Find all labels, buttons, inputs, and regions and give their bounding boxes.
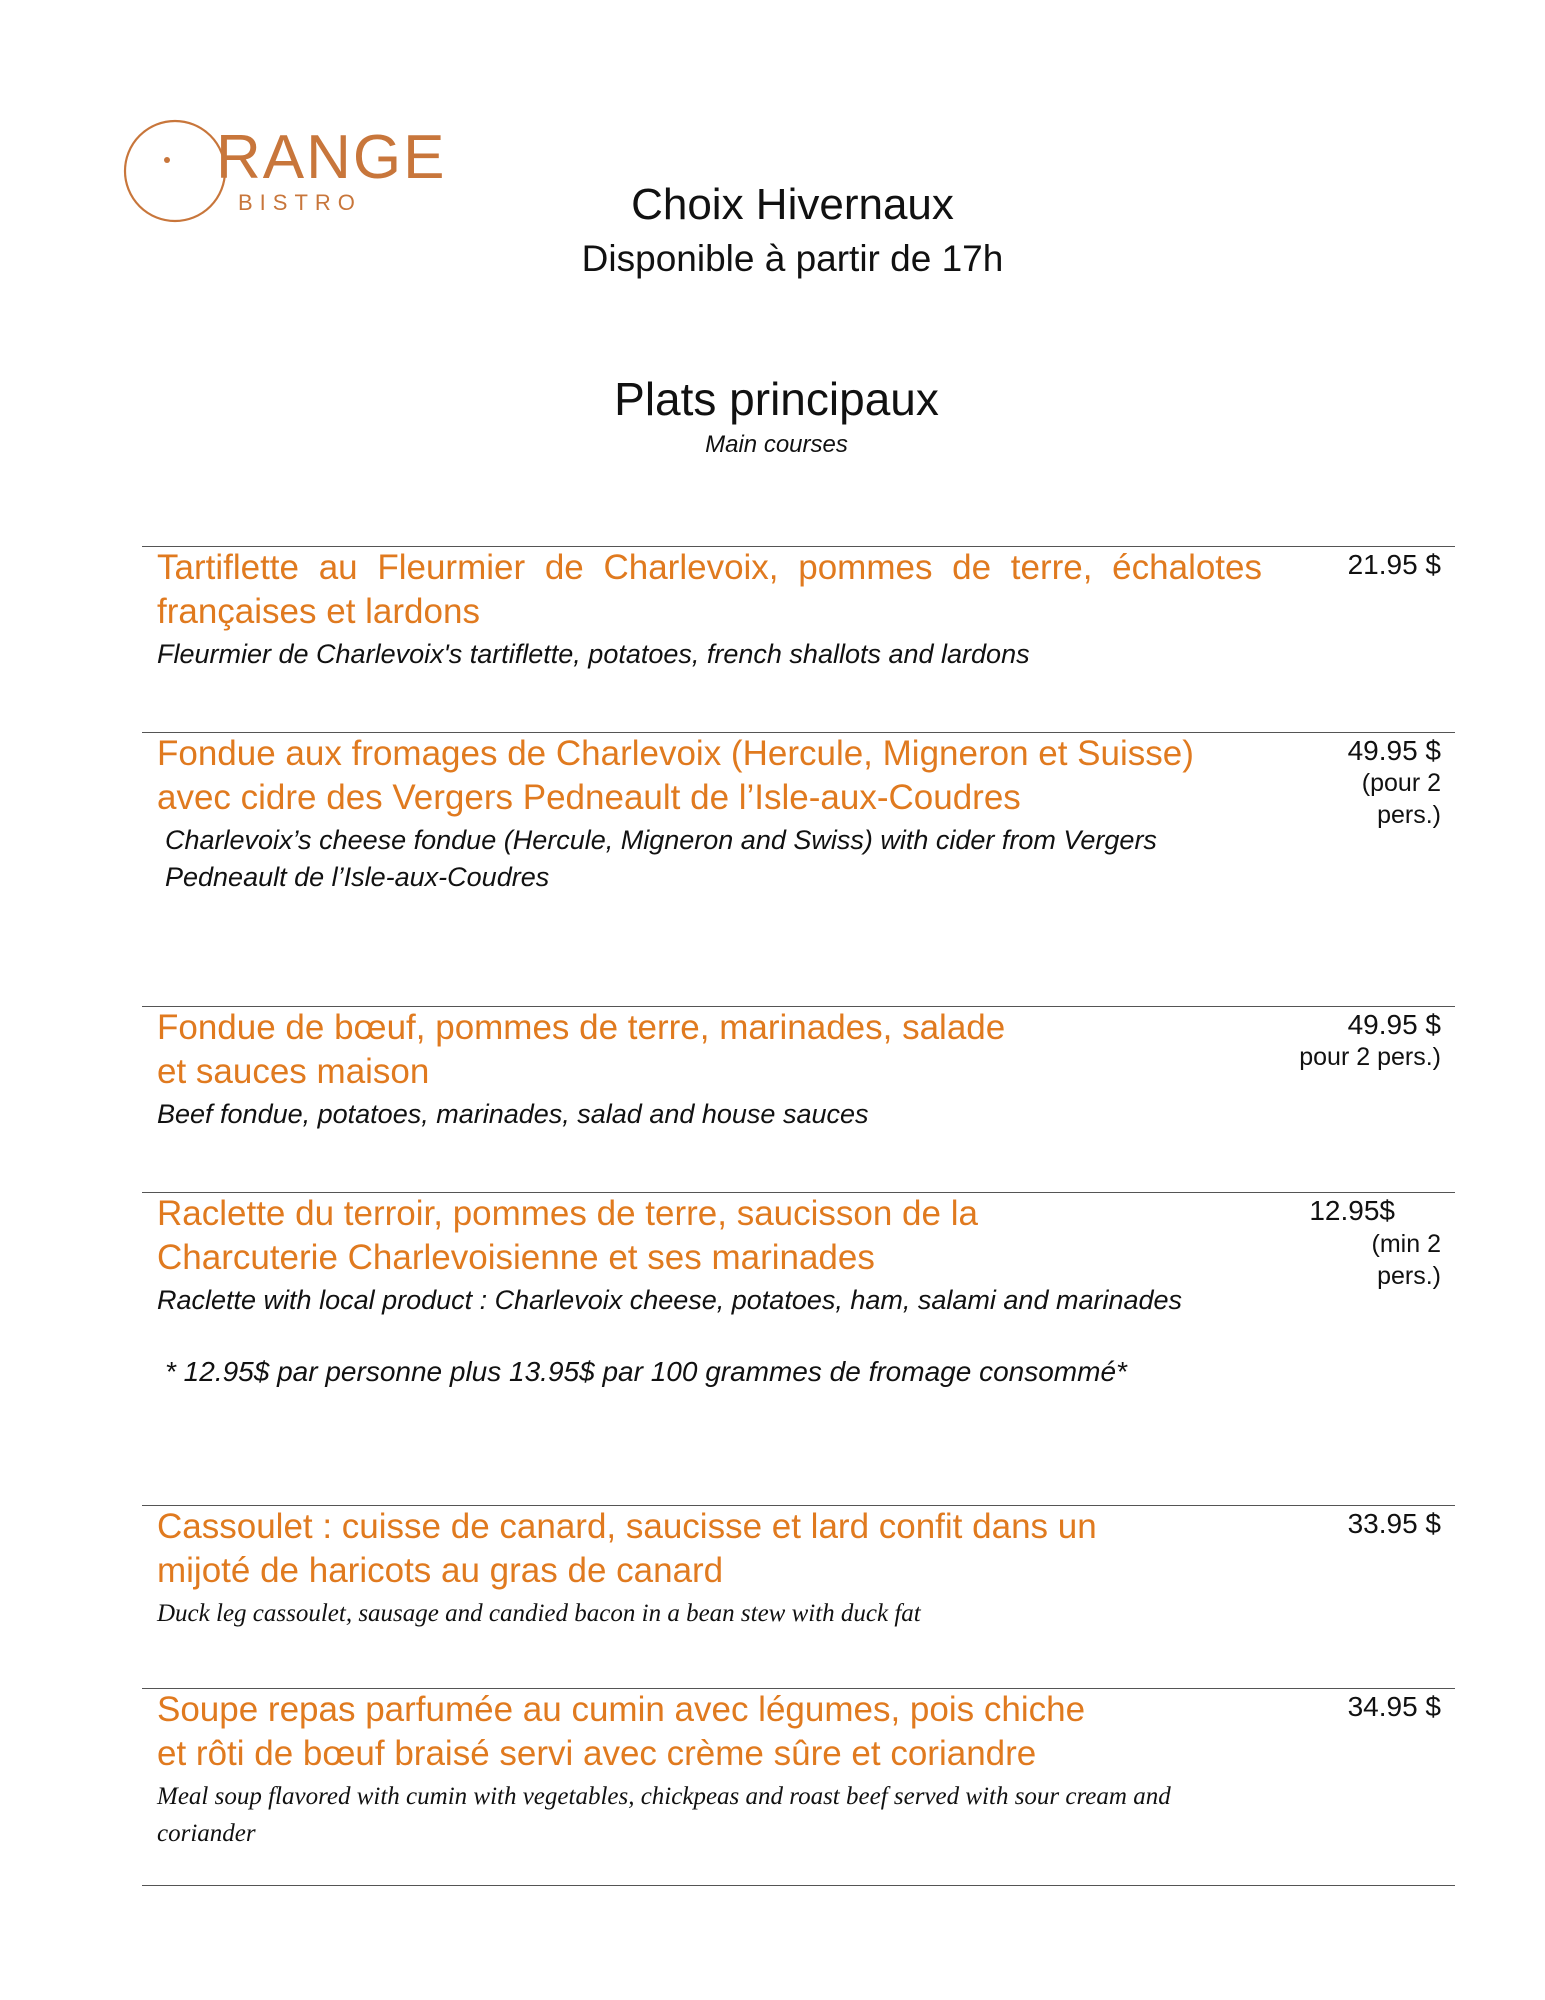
price-value: 21.95 $: [1347, 549, 1441, 580]
item-name: Soupe repas parfumée au cumin avec légumes, pois chiche: [157, 1690, 1086, 1729]
section-subtitle: Main courses: [705, 431, 848, 458]
item-name-line-2: avec cidre des Vergers Pedneault de l’Isle-aux-Coudres: [157, 778, 1021, 817]
price-value: 49.95 $: [1347, 735, 1441, 766]
price-value: 12.95$: [1309, 1195, 1395, 1226]
item-price-note: * 12.95$ par personne plus 13.95$ par 100 grammes de fromage consommé*: [165, 1356, 1127, 1387]
menu-item: [157, 1006, 1262, 1133]
divider: [142, 1885, 1455, 1886]
item-name-line-2: mijoté de haricots au gras de canard: [157, 1551, 724, 1590]
item-price-qualifier: [1331, 1228, 1441, 1292]
item-description: Duck leg cassoulet, sausage and candied bacon in a bean stew with duck fat: [157, 1600, 921, 1627]
price-note: (min 2 pers.): [1371, 1230, 1441, 1290]
menu-item: [157, 1688, 1262, 1852]
item-price: [1271, 1690, 1441, 1723]
item-name-line-2: et sauces maison: [157, 1052, 430, 1091]
price-note: pour 2 pers.): [1299, 1043, 1441, 1071]
item-name: Raclette du terroir, pommes de terre, saucisson de la: [157, 1194, 978, 1233]
section-title: Plats principaux: [614, 373, 939, 425]
menu-item: [157, 1505, 1262, 1632]
item-price: [1271, 734, 1441, 831]
item-name-line-2: et rôti de bœuf braisé servi avec crème sûre et coriandre: [157, 1734, 1037, 1773]
menu-item: [157, 732, 1262, 896]
item-description: Raclette with local product : Charlevoix cheese, potatoes, ham, salami and marinades: [157, 1285, 1183, 1315]
item-description: Beef fondue, potatoes, marinades, salad and house sauces: [157, 1099, 869, 1129]
item-price: [1271, 548, 1441, 581]
item-price: [1271, 1507, 1441, 1540]
item-description: Charlevoix’s cheese fondue (Hercule, Migneron and Swiss) with cider from Vergers Pedneault de l’Isle-aux-Coudres: [165, 825, 1157, 892]
item-price: [1265, 1194, 1395, 1227]
logo-word: RANGE: [216, 123, 447, 192]
item-name-line-2: Charcuterie Charlevoisienne et ses marinades: [157, 1238, 875, 1277]
item-name: Fondue aux fromages de Charlevoix (Hercule, Migneron et Suisse): [157, 734, 1194, 773]
item-name: Fondue de bœuf, pommes de terre, marinades, salade: [157, 1008, 1006, 1047]
item-name: Cassoulet : cuisse de canard, saucisse et lard confit dans un: [157, 1507, 1097, 1546]
price-value: 34.95 $: [1347, 1691, 1441, 1722]
price-value: 49.95 $: [1347, 1009, 1441, 1040]
menu-item: [157, 1192, 1262, 1391]
price-value: 33.95 $: [1347, 1508, 1441, 1539]
price-note: (pour 2 pers.): [1361, 769, 1441, 829]
item-description: Fleurmier de Charlevoix's tartiflette, potatoes, french shallots and lardons: [157, 639, 1030, 669]
menu-item: [157, 546, 1262, 673]
page-title: Choix Hivernaux: [631, 180, 954, 229]
page-subtitle: Disponible à partir de 17h: [581, 238, 1004, 279]
item-price: [1241, 1008, 1441, 1073]
logo-sub: BISTRO: [238, 190, 362, 215]
item-name: Tartiflette au Fleurmier de Charlevoix, pommes de terre, échalotes françaises et lardons: [157, 548, 1262, 631]
item-description: Meal soup flavored with cumin with vegetables, chickpeas and roast beef served with sour cream and coriander: [157, 1783, 1171, 1847]
